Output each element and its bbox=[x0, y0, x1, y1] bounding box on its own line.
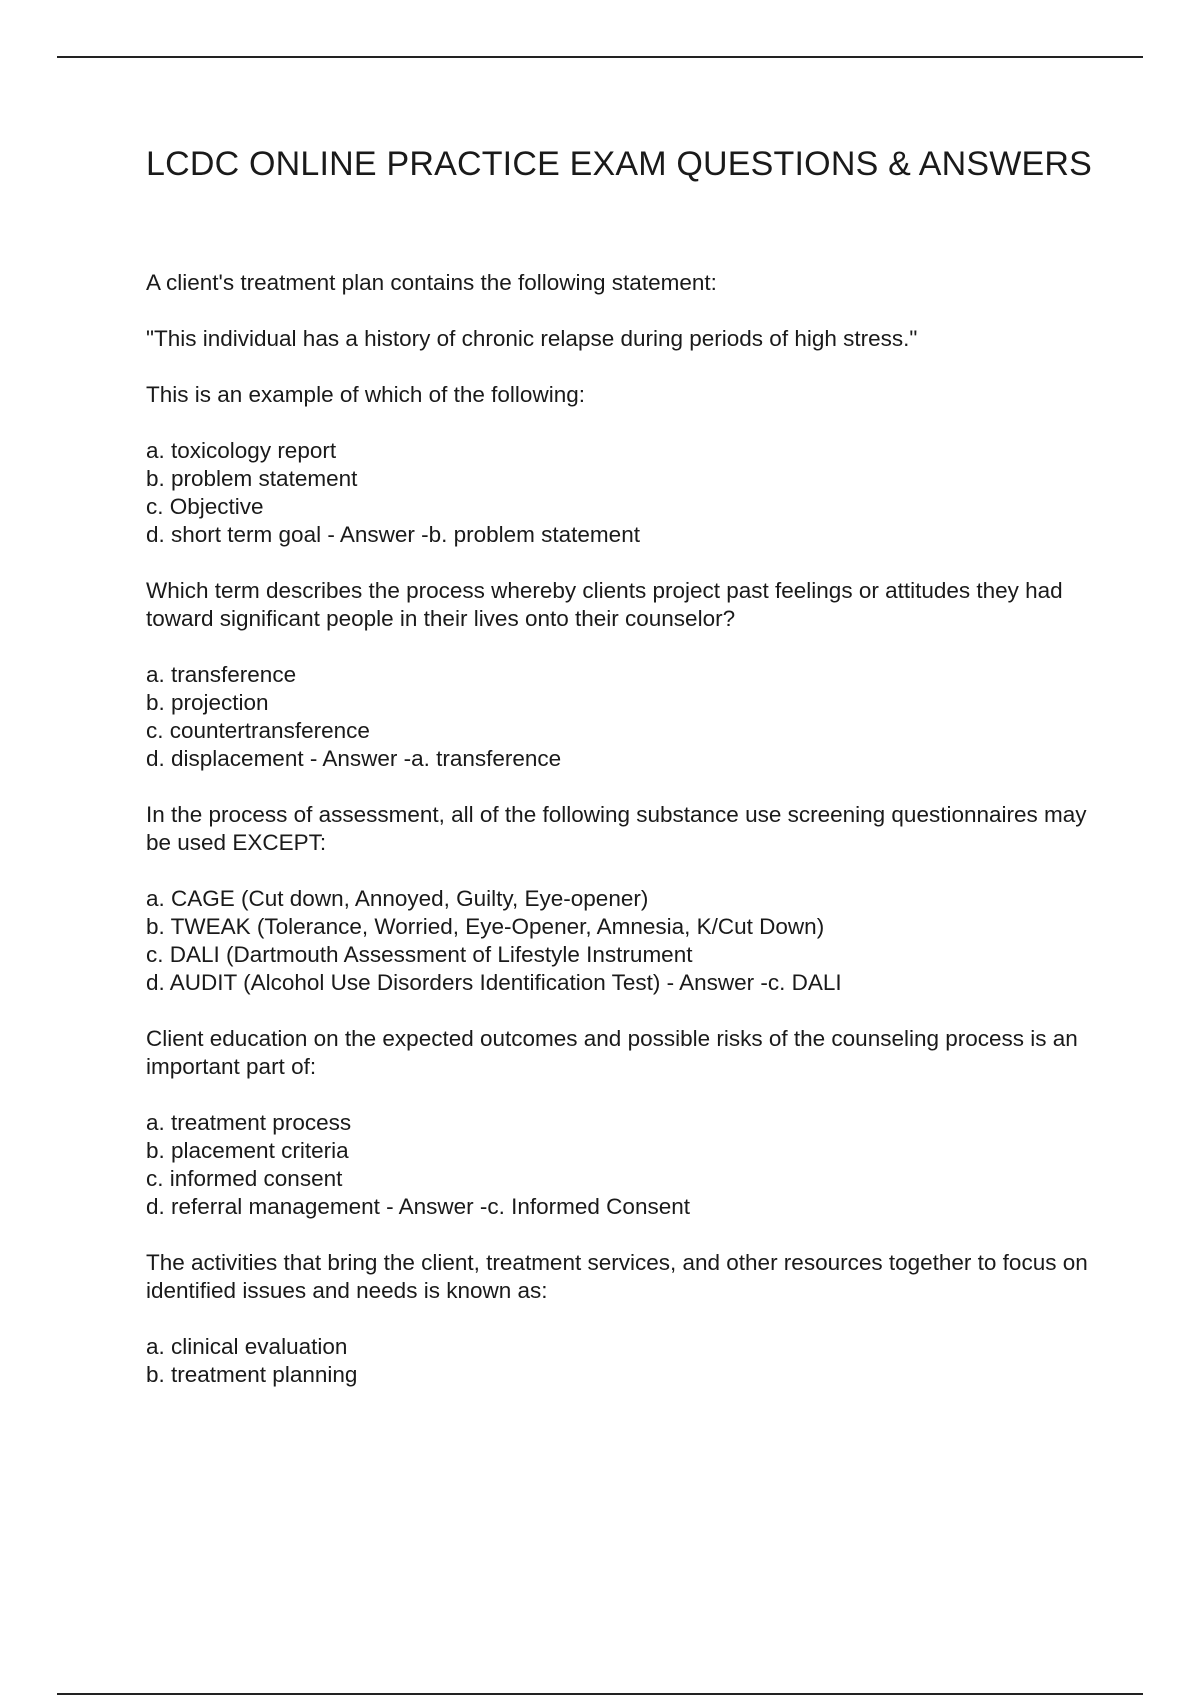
question-1-option-c: c. Objective bbox=[146, 494, 264, 519]
bottom-divider bbox=[57, 1693, 1143, 1695]
question-2-options bbox=[146, 661, 1106, 773]
top-divider bbox=[57, 56, 1143, 58]
question-2-option-a: a. transference bbox=[146, 662, 297, 687]
question-4-options bbox=[146, 1109, 1106, 1221]
question-1-option-a: a. toxicology report bbox=[146, 438, 337, 463]
question-1-option-d: d. short term goal - Answer -b. problem statement bbox=[146, 522, 640, 547]
question-3-prompt: In the process of assessment, all of the following substance use screening questionnaires may be used EXCEPT: bbox=[146, 802, 1087, 855]
intro-line-3: This is an example of which of the following: bbox=[146, 382, 585, 407]
question-3-option-a: a. CAGE (Cut down, Annoyed, Guilty, Eye-opener) bbox=[146, 886, 649, 911]
question-3-option-d: d. AUDIT (Alcohol Use Disorders Identification Test) - Answer -c. DALI bbox=[146, 970, 842, 995]
question-4-option-d: d. referral management - Answer -c. Informed Consent bbox=[146, 1194, 690, 1219]
question-1-options bbox=[146, 437, 1106, 549]
intro-line-1: A client's treatment plan contains the following statement: bbox=[146, 270, 717, 295]
question-2-option-c: c. countertransference bbox=[146, 718, 370, 743]
question-3-option-b: b. TWEAK (Tolerance, Worried, Eye-Opener, Amnesia, K/Cut Down) bbox=[146, 914, 825, 939]
question-2-option-d: d. displacement - Answer -a. transference bbox=[146, 746, 562, 771]
question-3-options bbox=[146, 885, 1106, 997]
document-body bbox=[146, 144, 1106, 1417]
question-2-prompt: Which term describes the process whereby clients project past feelings or attitudes they had toward significant people in their lives onto their counselor? bbox=[146, 578, 1063, 631]
question-2-option-b: b. projection bbox=[146, 690, 269, 715]
intro-line-2: "This individual has a history of chronic relapse during periods of high stress." bbox=[146, 326, 918, 351]
question-3-option-c: c. DALI (Dartmouth Assessment of Lifestyle Instrument bbox=[146, 942, 693, 967]
document-title: LCDC ONLINE PRACTICE EXAM QUESTIONS & ANSWERS bbox=[146, 145, 1093, 183]
question-4-option-b: b. placement criteria bbox=[146, 1138, 349, 1163]
question-4-option-a: a. treatment process bbox=[146, 1110, 352, 1135]
question-5-option-b: b. treatment planning bbox=[146, 1362, 358, 1387]
question-5-option-a: a. clinical evaluation bbox=[146, 1334, 348, 1359]
question-4-prompt: Client education on the expected outcomes and possible risks of the counseling process is an important part of: bbox=[146, 1026, 1078, 1079]
question-1-option-b: b. problem statement bbox=[146, 466, 358, 491]
question-4-option-c: c. informed consent bbox=[146, 1166, 343, 1191]
question-5-prompt: The activities that bring the client, treatment services, and other resources together to focus on identified issues and needs is known as: bbox=[146, 1250, 1088, 1303]
question-5-options bbox=[146, 1333, 1106, 1389]
